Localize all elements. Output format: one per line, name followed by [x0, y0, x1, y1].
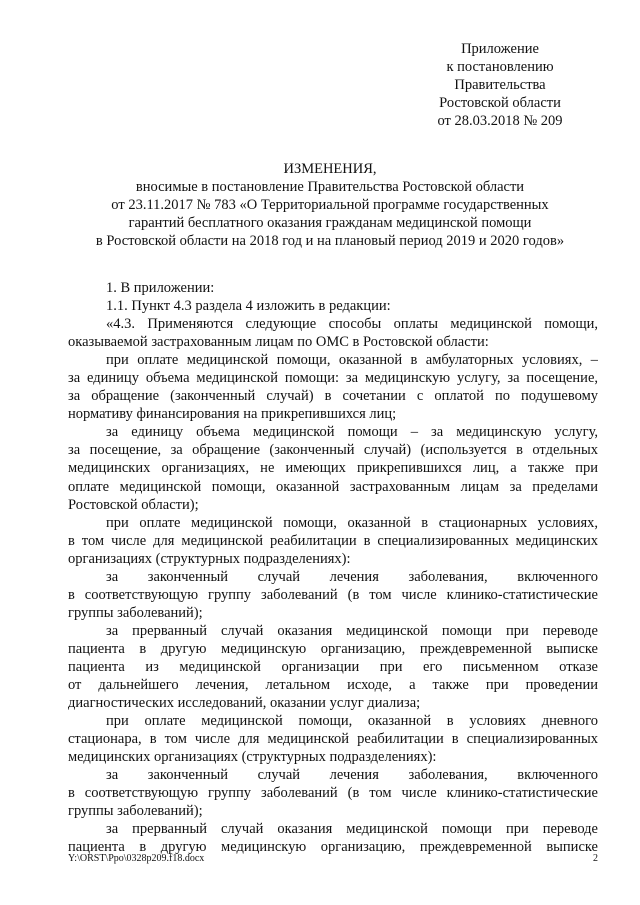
body-line: в том числе для медицинской реабилитации в специализированных медицинских: [68, 532, 598, 549]
body-line: при оплате медицинской помощи, оказанной в стационарных условиях,: [106, 514, 598, 531]
body-line: группы заболеваний);: [68, 604, 203, 621]
body-line: за посещение, за обращение (законченный случай) (используется в отдельных: [68, 442, 598, 459]
body-line: пациента в другую медицинскую организацию, преждевременной выписке: [68, 640, 598, 657]
body-line: нормативу финансирования на прикрепившихся лиц;: [68, 406, 397, 423]
heading-line: вносимые в постановление Правительства Ростовской области: [135, 179, 525, 195]
appendix-block: [400, 40, 600, 130]
body-line: Ростовской области);: [68, 496, 199, 513]
body-line: медицинских организациях (структурных подразделениях):: [68, 749, 437, 766]
body-line: в соответствующую группу заболеваний (в том числе клинико-статистические: [68, 586, 598, 603]
body-line: за обращение (законченный случай) в сочетании с оплатой по подушевому: [68, 388, 598, 405]
body-line: группы заболеваний);: [68, 803, 203, 820]
body-line: за законченный случай лечения заболевания, включенного: [106, 767, 598, 784]
body-line: пациента из медицинской организации при его письменном отказе: [68, 658, 598, 675]
body-line: за прерванный случай оказания медицинской помощи при переводе: [106, 622, 598, 639]
body-line: за единицу объема медицинской помощи – за медицинскую услугу,: [106, 424, 598, 441]
body-line: за единицу объема медицинской помощи: за медицинскую услугу, за посещение,: [68, 370, 598, 387]
body-line: 1. В приложении:: [106, 280, 215, 296]
body-line: при оплате медицинской помощи, оказанной в амбулаторных условиях, –: [106, 352, 598, 369]
body-line: в соответствующую группу заболеваний (в том числе клинико-статистические: [68, 785, 598, 802]
heading-line: в Ростовской области на 2018 год и на плановый период 2019 и 2020 годов»: [95, 233, 565, 249]
footer-file-path: Y:\ORST\Ppo\0328p209.f18.docx: [68, 853, 205, 864]
footer-page-number: 2: [593, 853, 598, 864]
body-line: диагностических исследований, оказании услуг диализа;: [68, 695, 421, 712]
appendix-line: к постановлению: [446, 59, 554, 75]
body-line: пациента в другую медицинскую организацию, преждевременной выписке: [68, 839, 598, 856]
body-line: стационара, в том числе для медицинской реабилитации в специализированных: [68, 731, 598, 748]
body-line: организациях (структурных подразделениях):: [68, 550, 351, 567]
body-line: от дальнейшего лечения, летальном исходе, а также при проведении: [68, 677, 598, 694]
appendix-line: Правительства: [454, 77, 546, 93]
appendix-line: от 28.03.2018 № 209: [437, 113, 563, 129]
body-line: 1.1. Пункт 4.3 раздела 4 изложить в редакции:: [106, 298, 391, 315]
body-line: «4.3. Применяются следующие способы оплаты медицинской помощи,: [106, 316, 598, 333]
heading-line: гарантий бесплатного оказания гражданам медицинской помощи: [128, 215, 532, 231]
heading-line: от 23.11.2017 № 783 «О Территориальной программе государственных: [111, 197, 549, 213]
body-line: оказываемой застрахованным лицам по ОМС в Ростовской области:: [68, 334, 489, 351]
appendix-line: Приложение: [461, 41, 539, 57]
appendix-line: Ростовской области: [439, 95, 561, 111]
body-line: медицинских организациях, не имеющих прикрепившихся лиц, а также при: [68, 460, 598, 477]
body-line: за прерванный случай оказания медицинской помощи при переводе: [106, 821, 598, 838]
document-body: [68, 279, 598, 857]
body-line: оплате медицинской помощи, оказанной застрахованным лицам за пределами: [68, 478, 598, 495]
body-line: за законченный случай лечения заболевания, включенного: [106, 568, 598, 585]
body-line: при оплате медицинской помощи, оказанной в условиях дневного: [106, 713, 598, 730]
document-heading: [70, 160, 590, 250]
heading-title: ИЗМЕНЕНИЯ,: [283, 161, 377, 177]
